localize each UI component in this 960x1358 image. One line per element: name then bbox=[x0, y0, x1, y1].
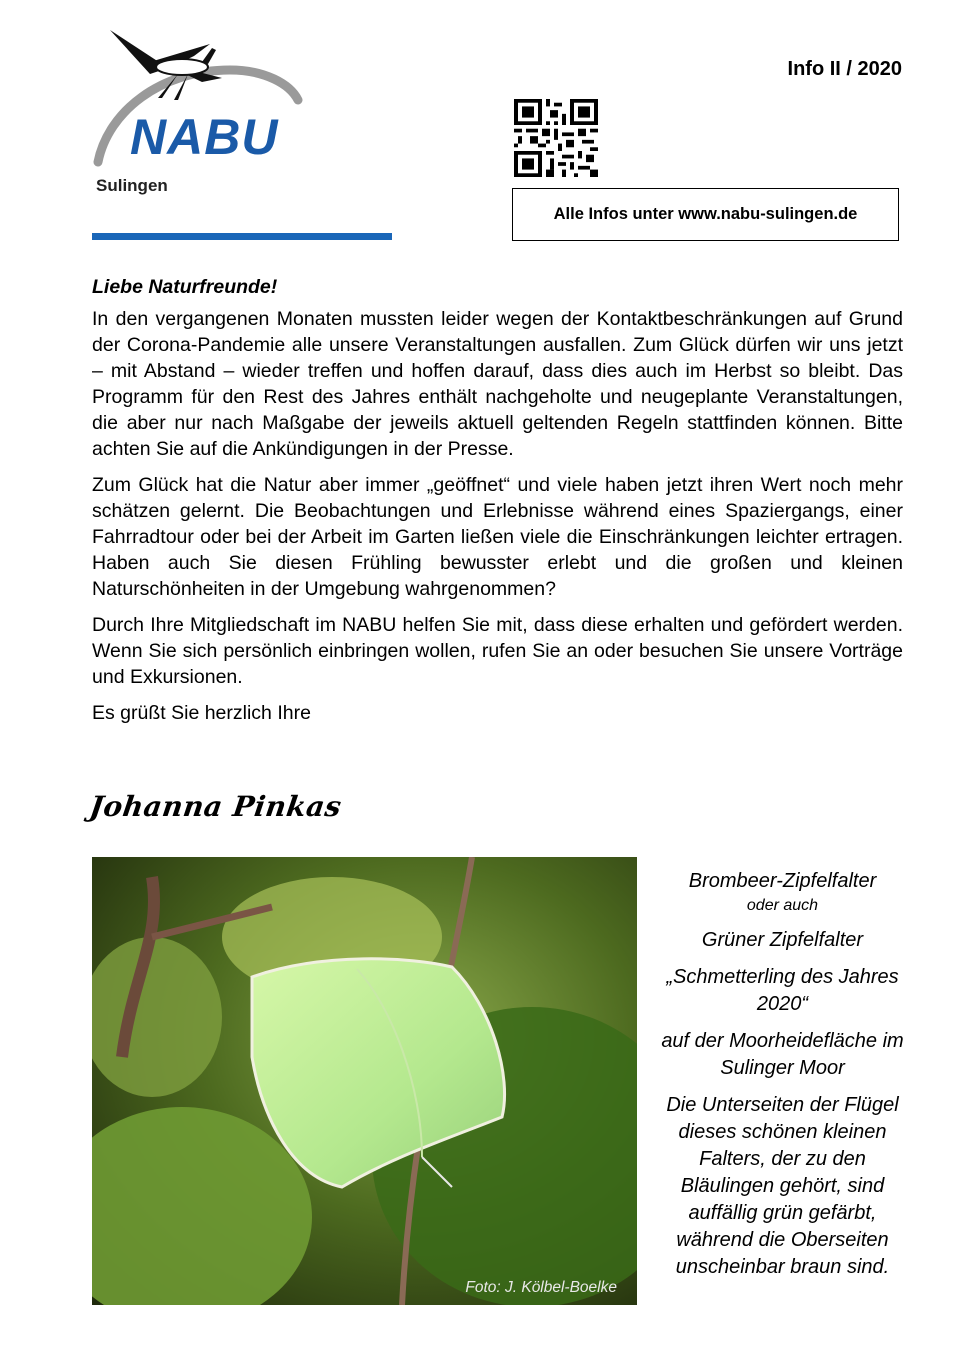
butterfly-image-icon bbox=[92, 857, 637, 1305]
caption-location: auf der Moorheidefläche im Sulinger Moor bbox=[661, 1030, 904, 1079]
letter-paragraph: Zum Glück hat die Natur aber immer „geöffnet“ und viele haben jetzt ihren Wert noch mehr schätzen gelernt. Die Beobachtungen und Erlebnisse während eines Spaziergangs, einer Fahrradtour oder bei der Arbeit im Garten ließen viele die Einschränkungen leichter ertragen. Haben auch Sie diesen Frühling bewusster erlebt und die großen und kleinen Naturschönheiten in der Umgebung wahrgenommen? bbox=[92, 474, 903, 600]
caption-award: „Schmetterling des Jahres 2020“ bbox=[666, 966, 899, 1015]
signature: Johanna Pinkas bbox=[87, 790, 344, 823]
header-rule bbox=[92, 233, 392, 240]
letter-greeting: Liebe Naturfreunde! bbox=[92, 276, 278, 298]
letter-closing: Es grüßt Sie herzlich Ihre bbox=[92, 702, 311, 724]
caption-alt-name: Grüner Zipfelfalter bbox=[701, 929, 864, 951]
butterfly-photo bbox=[92, 857, 637, 1305]
logo-subtitle: Sulingen bbox=[96, 176, 168, 195]
letter-body bbox=[92, 274, 903, 726]
caption-description: Die Unterseiten der Flügel dieses schönen kleinen Falters, der zu den Bläulingen gehört, sind auffällig grün gefärbt, während die Oberseiten unscheinbar braun sind. bbox=[666, 1094, 899, 1278]
caption-or: oder auch bbox=[746, 897, 819, 914]
website-info-box[interactable]: Alle Infos unter www.nabu-sulingen.de bbox=[512, 188, 899, 241]
photo-caption bbox=[655, 868, 910, 1281]
logo-wordmark: NABU bbox=[130, 109, 279, 165]
letter-paragraph: Durch Ihre Mitgliedschaft im NABU helfen Sie mit, dass diese erhalten und gefördert werden. Wenn Sie sich persönlich einbringen wollen, rufen Sie an oder besuchen Sie unsere Vorträge und Exkursionen. bbox=[92, 614, 903, 688]
letter-paragraph: In den vergangenen Monaten mussten leider wegen der Kontaktbeschränkungen auf Grund der Corona-Pandemie alle unsere Veranstaltungen ausfallen. Zum Glück dürfen wir uns jetzt – mit Abstand – wieder treffen und hoffen darauf, dass dies auch im Herbst so bleibt. Das Programm für den Rest des Jahres enthält nachgeholte und neugeplante Veranstaltungen, die aber nur nach Maßgabe der jeweils aktuell geltenden Regeln stattfinden können. Bitte achten Sie auf die Ankündigungen in der Presse. bbox=[92, 308, 903, 460]
caption-title: Brombeer-Zipfelfalter bbox=[688, 870, 877, 892]
photo-credit: Foto: J. Kölbel-Boelke bbox=[465, 1279, 617, 1296]
qr-code-icon[interactable] bbox=[514, 99, 598, 177]
issue-number: Info II / 2020 bbox=[787, 58, 902, 80]
